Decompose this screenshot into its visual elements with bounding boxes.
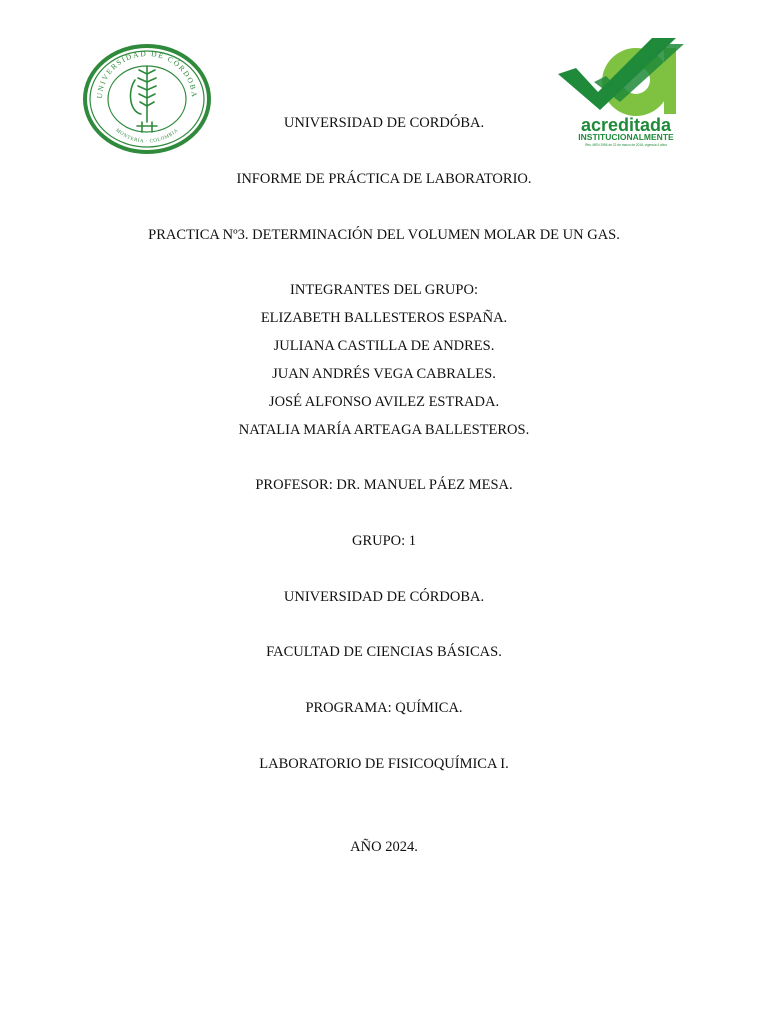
university-line: UNIVERSIDAD DE CÓRDOBA. (283, 589, 485, 605)
university-seal-logo (80, 42, 214, 156)
faculty-line: FACULTAD DE CIENCIAS BÁSICAS. (266, 644, 502, 660)
member-name: JULIANA CASTILLA DE ANDRES. (273, 338, 495, 354)
member-name: NATALIA MARÍA ARTEAGA BALLESTEROS. (238, 422, 530, 438)
members-heading: INTEGRANTES DEL GRUPO: (290, 282, 478, 298)
seal-ring-bottom-text: MONTERÍA · COLOMBIA (114, 128, 180, 145)
year-line: AÑO 2024. (350, 839, 418, 855)
member-name: JOSÉ ALFONSO AVILEZ ESTRADA. (268, 394, 500, 410)
practice-title-line: PRACTICA Nº3. DETERMINACIÓN DEL VOLUMEN MOLAR DE UN GAS. (148, 227, 620, 243)
member-name: ELIZABETH BALLESTEROS ESPAÑA. (260, 310, 508, 326)
university-header-line: UNIVERSIDAD DE CORDÓBA. (283, 115, 485, 131)
accreditation-fine-print: Res. MEN 2956 de 22 de marzo de 2018, vigencia 4 años (585, 143, 667, 147)
member-name: JUAN ANDRÉS VEGA CABRALES. (272, 366, 496, 382)
laboratory-line: LABORATORIO DE FISICOQUÍMICA I. (259, 756, 509, 772)
professor-line: PROFESOR: DR. MANUEL PÁEZ MESA. (255, 477, 513, 493)
group-line: GRUPO: 1 (351, 533, 417, 549)
program-line: PROGRAMA: QUÍMICA. (305, 700, 463, 716)
accreditation-sub: INSTITUCIONALMENTE (578, 132, 674, 142)
accreditation-word: acreditada (580, 115, 672, 135)
report-title-line: INFORME DE PRÁCTICA DE LABORATORIO. (236, 171, 532, 187)
seal-ring-top-text: UNIVERSIDAD DE CÓRDOBA (94, 48, 200, 99)
